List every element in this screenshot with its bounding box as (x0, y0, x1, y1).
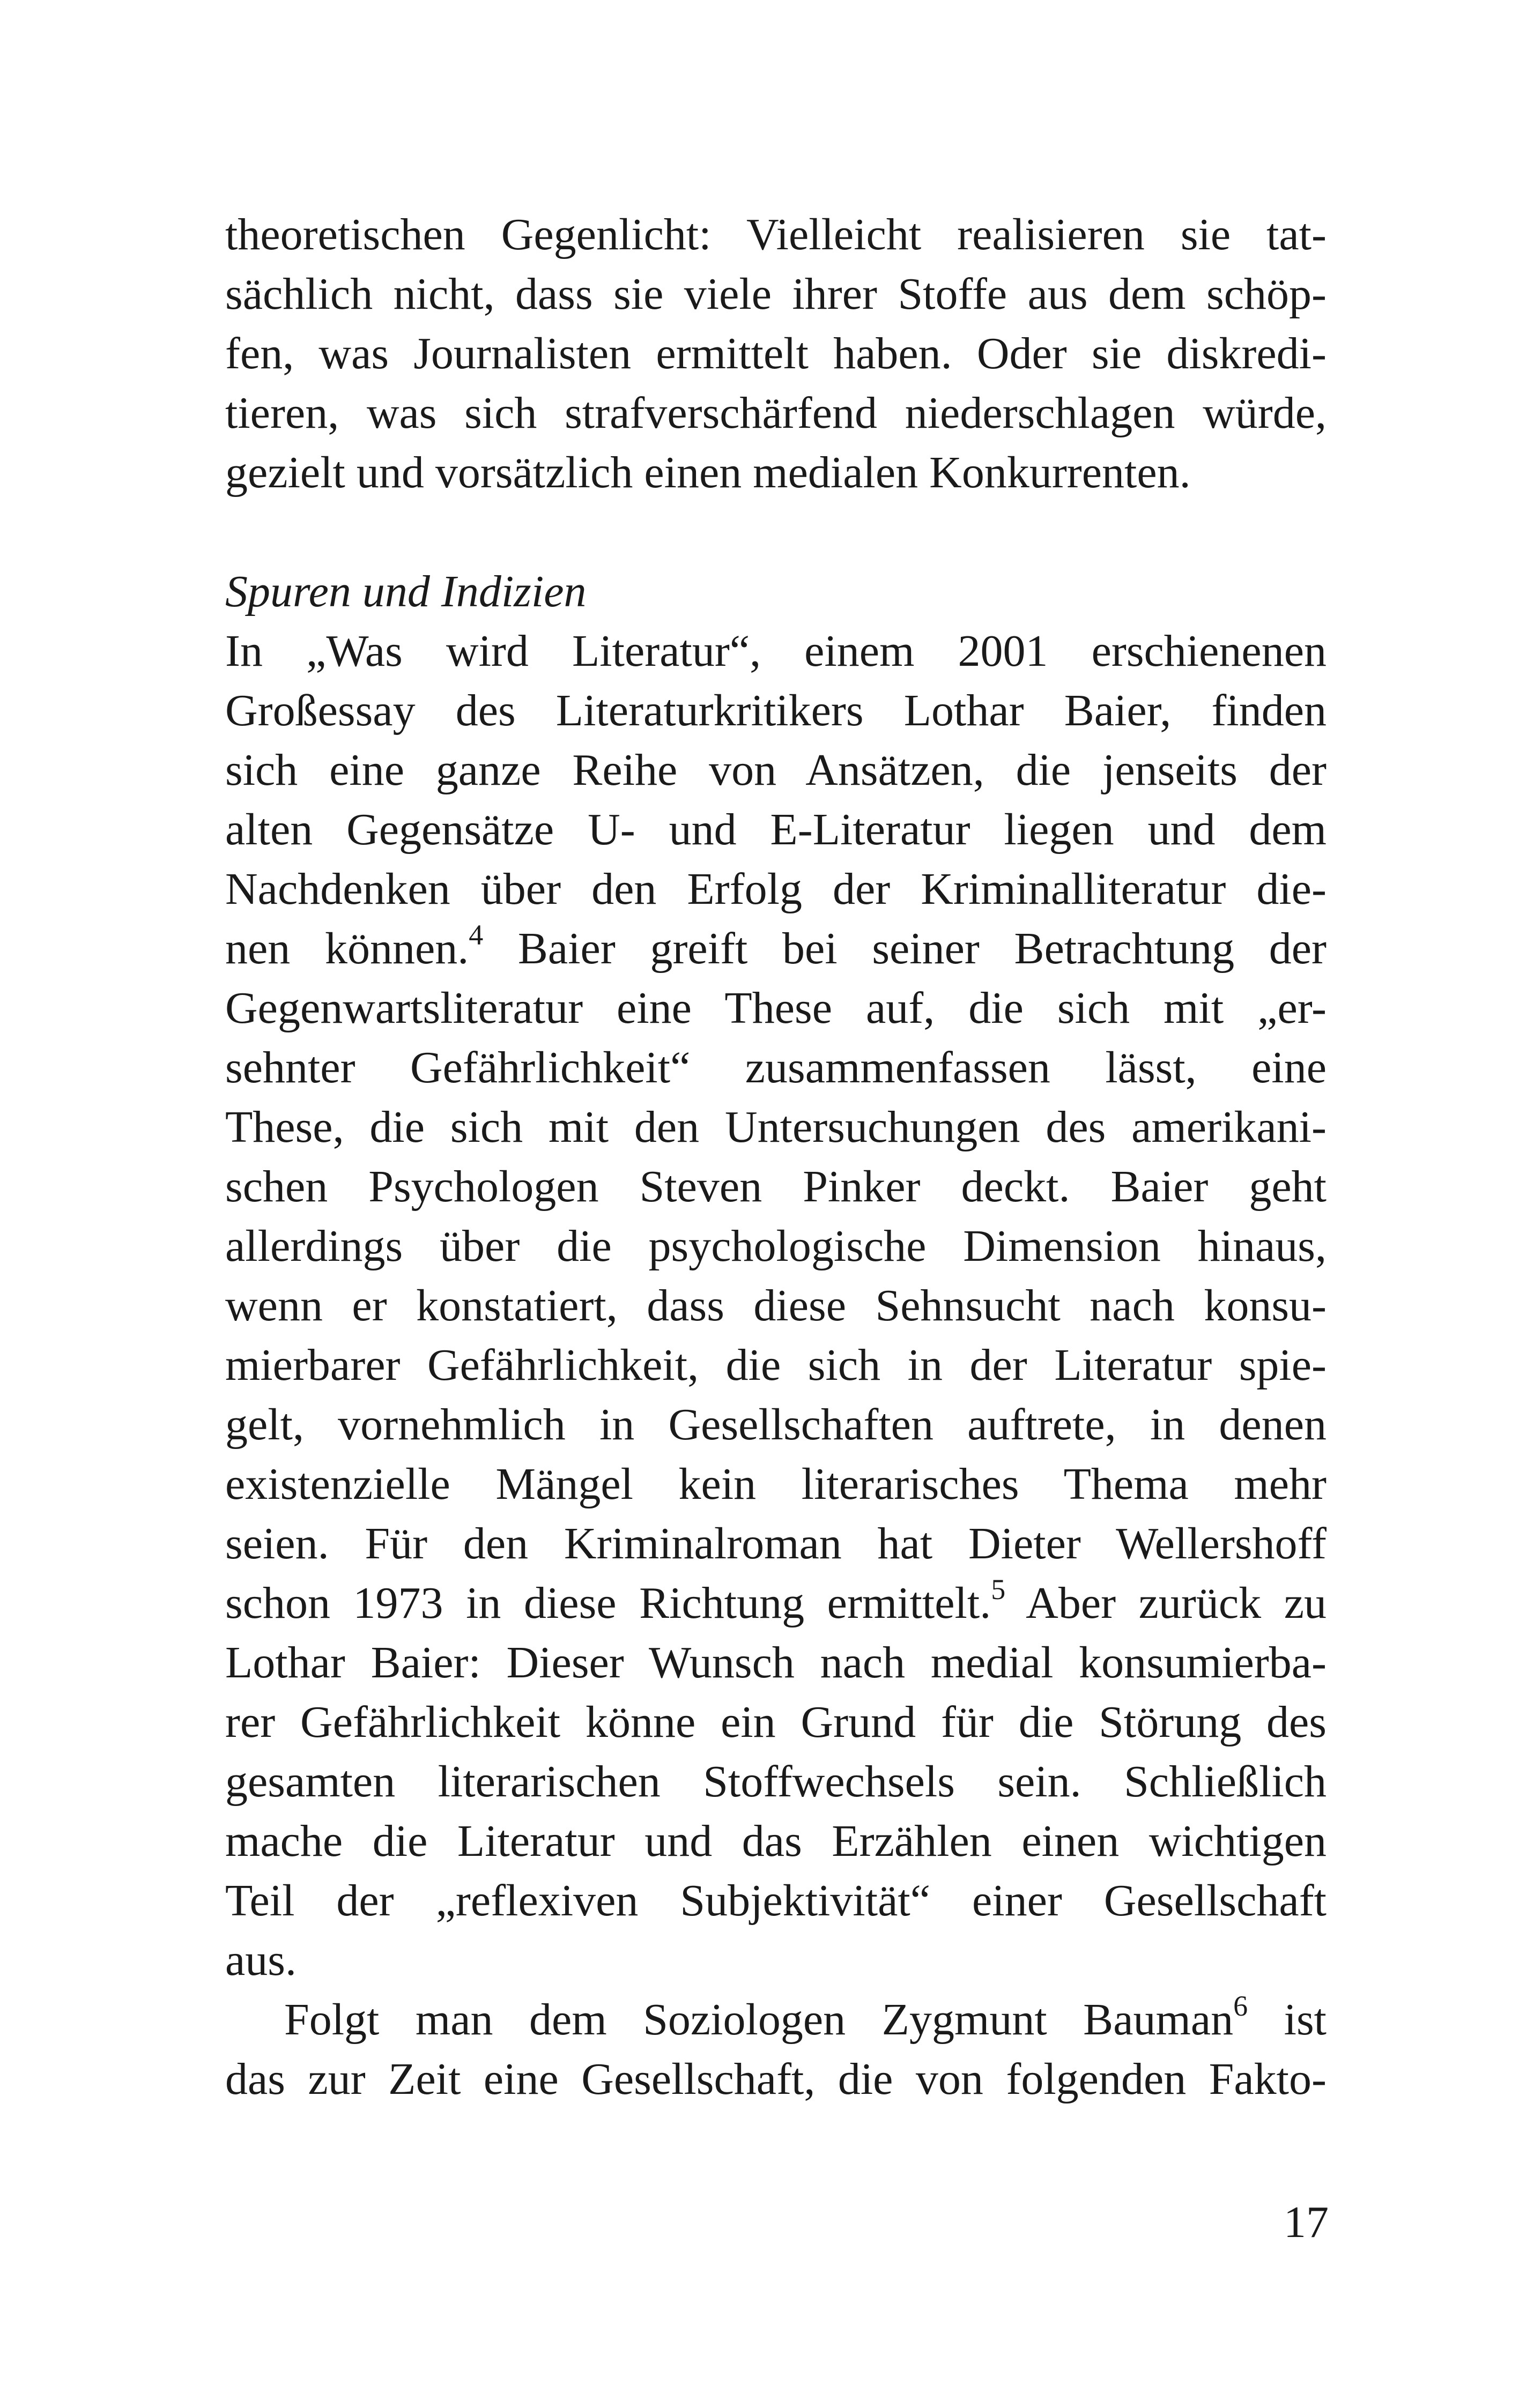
text-line: fen, was Journalisten ermittelt haben. Oder sie diskredi- (225, 329, 1327, 378)
text-line-with-footnote (225, 1990, 1327, 2049)
footnote-marker-4: 4 (469, 919, 484, 951)
text-line: rer Gefährlichkeit könne ein Grund für die Störung des (225, 1697, 1327, 1747)
text-line: Nachdenken über den Erfolg der Kriminalliteratur die- (225, 864, 1327, 914)
text-line: Lothar Baier: Dieser Wunsch nach medial konsumierba- (225, 1638, 1327, 1688)
text-line: mierbarer Gefährlichkeit, die sich in der Literatur spie- (225, 1340, 1327, 1390)
text-line: Großessay des Literaturkritikers Lothar Baier, finden (225, 686, 1327, 735)
section-heading: Spuren und Indizien (225, 567, 587, 616)
text-line-with-footnote (225, 919, 1327, 978)
text-line: theoretischen Gegenlicht: Vielleicht realisieren sie tat- (225, 210, 1327, 259)
text-line: schen Psychologen Steven Pinker deckt. Baier geht (225, 1162, 1327, 1212)
page-number: 17 (1284, 2197, 1329, 2247)
text-line: das zur Zeit eine Gesellschaft, die von folgenden Fakto- (225, 2054, 1327, 2104)
text-segment: Folgt man dem Soziologen Zygmunt Bauman (284, 1995, 1234, 2045)
text-line: wenn er konstatiert, dass diese Sehnsucht nach konsu- (225, 1281, 1327, 1331)
text-line: aus. (225, 1935, 297, 1985)
text-line: gelt, vornehmlich in Gesellschaften auftrete, in denen (225, 1400, 1327, 1450)
footnote-marker-6: 6 (1233, 1990, 1248, 2022)
text-segment: schon 1973 in diese Richtung ermittelt. (225, 1578, 991, 1628)
text-line: mache die Literatur und das Erzählen einen wichtigen (225, 1816, 1327, 1866)
text-segment: ist (1248, 1995, 1327, 2045)
text-line-with-footnote (225, 1573, 1327, 1633)
text-line: sächlich nicht, dass sie viele ihrer Stoffe aus dem schöp- (225, 269, 1327, 319)
text-line: gezielt und vorsätzlich einen medialen Konkurrenten. (225, 448, 1191, 497)
text-line: gesamten literarischen Stoffwechsels sein. Schließlich (225, 1757, 1327, 1807)
footnote-marker-5: 5 (991, 1573, 1006, 1606)
text-segment: nen können. (225, 924, 469, 973)
text-line: Gegenwartsliteratur eine These auf, die sich mit „er- (225, 983, 1327, 1033)
paragraph-gap (225, 502, 1327, 562)
text-segment: Aber zurück zu (1005, 1578, 1327, 1628)
body-text (225, 205, 1327, 2109)
text-line: sich eine ganze Reihe von Ansätzen, die jenseits der (225, 745, 1327, 795)
text-line: sehnter Gefährlichkeit“ zusammenfassen lässt, eine (225, 1043, 1327, 1092)
text-line: These, die sich mit den Untersuchungen des amerikani- (225, 1102, 1327, 1152)
text-line: tieren, was sich strafverschärfend niederschlagen würde, (225, 388, 1327, 438)
text-line: existenzielle Mängel kein literarisches Thema mehr (225, 1459, 1327, 1509)
text-segment: Baier greift bei seiner Betrachtung der (483, 924, 1327, 973)
text-line: seien. Für den Kriminalroman hat Dieter Wellershoff (225, 1519, 1327, 1569)
text-line: allerdings über die psychologische Dimension hinaus, (225, 1221, 1327, 1271)
text-line: alten Gegensätze U- und E-Literatur liegen und dem (225, 805, 1327, 854)
text-line: Teil der „reflexiven Subjektivität“ einer Gesellschaft (225, 1876, 1327, 1926)
text-line: In „Was wird Literatur“, einem 2001 erschienenen (225, 626, 1327, 676)
